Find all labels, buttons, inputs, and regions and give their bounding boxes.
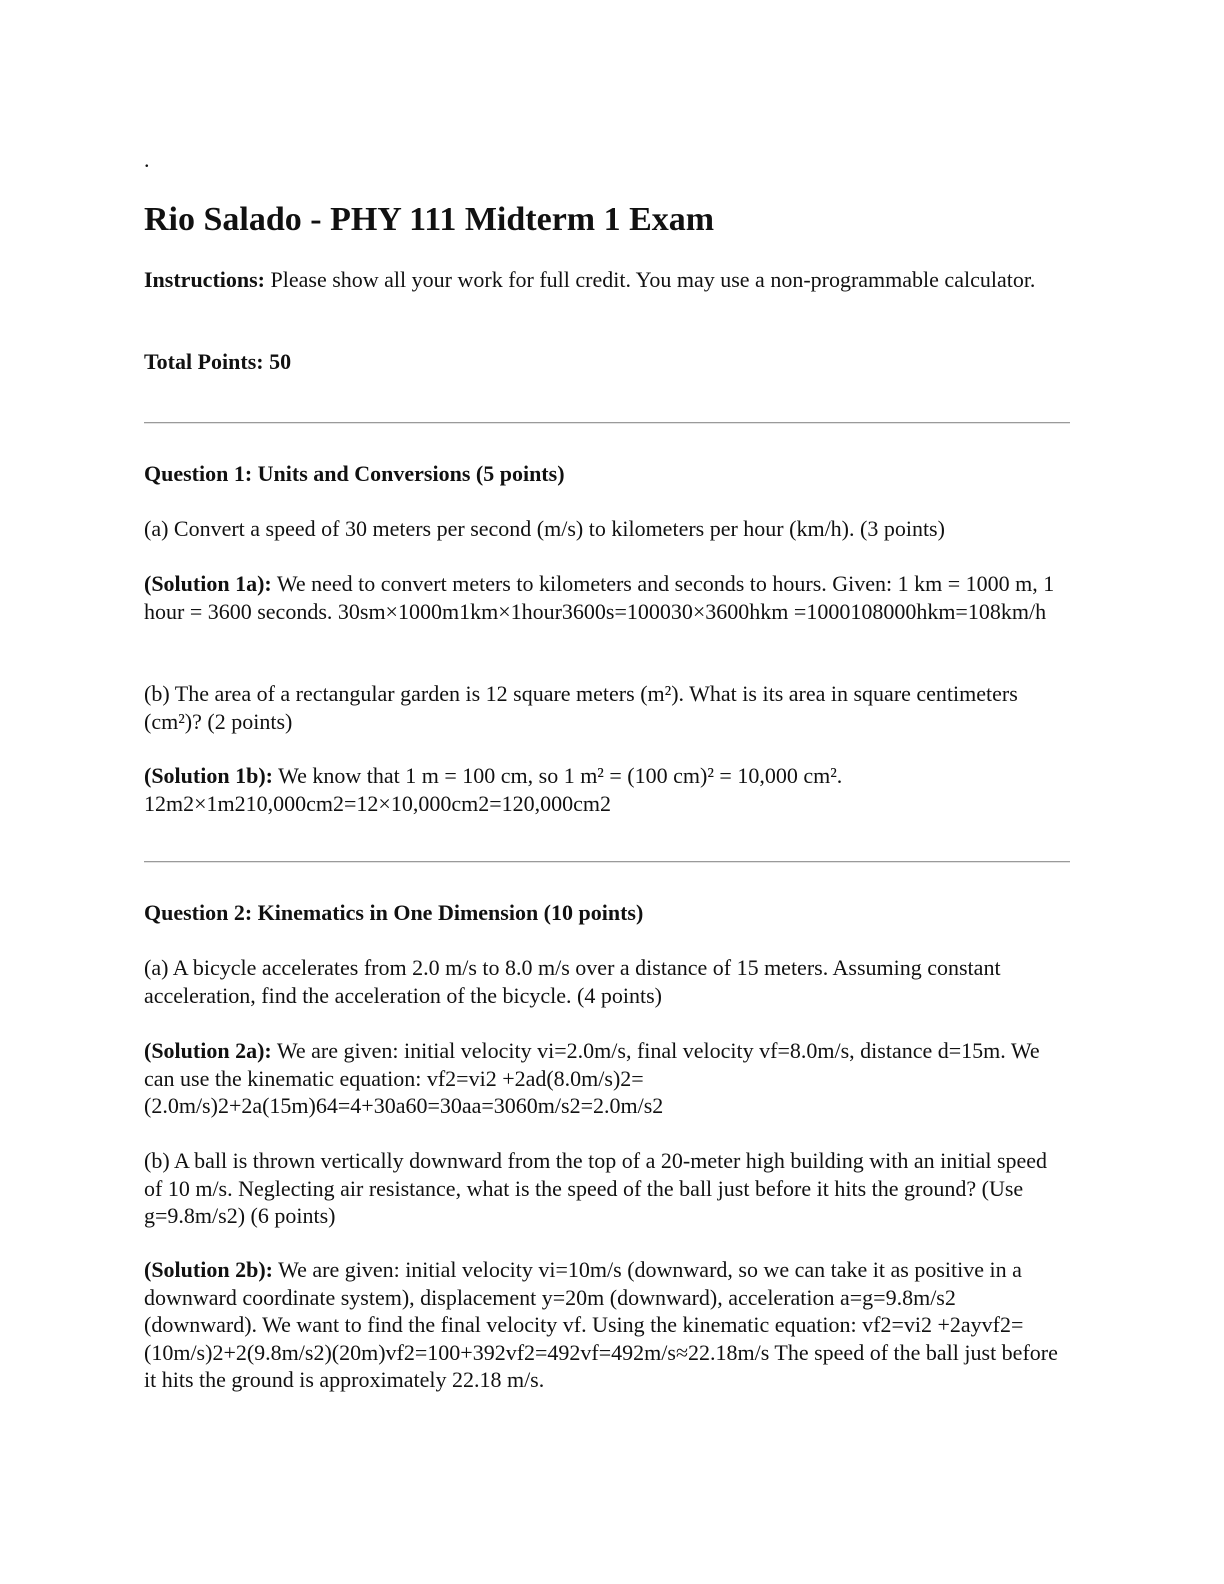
question-1b-prompt: (b) The area of a rectangular garden is 12 square meters (m²). What is its area in square centimeters (cm²)? (2 points) <box>144 681 1018 734</box>
question-2b-prompt: (b) A ball is thrown vertically downward from the top of a 20-meter high building with an initial speed of 10 m/s. Neglecting air resistance, what is the speed of the ball just before it hits the ground? (Use g=9.8m/s2) (6 points) <box>144 1148 1048 1228</box>
solution-2b-label: (Solution 2b): <box>144 1257 273 1282</box>
solution-1b-text: We know that 1 m = 100 cm, so 1 m² = (100 cm)² = 10,000 cm². 12m2×1m210,000cm2=12×10,000cm2=120,000cm2 <box>144 763 843 816</box>
question-2-heading-text: Question 2: Kinematics in One Dimension (10 points) <box>144 900 644 925</box>
solution-2a-text: We are given: initial velocity vi=2.0m/s, final velocity vf=8.0m/s, distance d=15m. We can use the kinematic equation: vf2=vi2 +2ad(8.0m/s)2=(2.0m/s)2+2a(15m)64=4+30a60=30aa=3060m/s2=2.0m/s2 <box>144 1038 1040 1118</box>
question-1-heading-text: Question 1: Units and Conversions (5 points) <box>144 461 565 486</box>
total-points-label: Total Points: 50 <box>144 349 292 374</box>
solution-1a-text: We need to convert meters to kilometers and seconds to hours. Given: 1 km = 1000 m, 1 hour = 3600 seconds. 30sm×1000m1km×1hour3600s=100030×3600hkm =1000108000hkm=108km/h <box>144 571 1055 624</box>
section-divider <box>144 422 1070 424</box>
solution-1b-label: (Solution 1b): <box>144 763 273 788</box>
instructions-label: Instructions: <box>144 267 266 292</box>
section-divider <box>144 861 1070 863</box>
solution-2a <box>144 1037 1070 1120</box>
page-title: Rio Salado - PHY 111 Midterm 1 Exam <box>144 201 715 238</box>
solution-2b <box>144 1256 1070 1394</box>
solution-2a-label: (Solution 2a): <box>144 1038 272 1063</box>
solution-1b <box>144 762 1070 817</box>
question-2a-prompt: (a) A bicycle accelerates from 2.0 m/s to 8.0 m/s over a distance of 15 meters. Assuming constant acceleration, find the acceleration of the bicycle. (4 points) <box>144 955 1001 1008</box>
instructions-paragraph <box>144 266 1070 294</box>
solution-1a-label: (Solution 1a): <box>144 571 272 596</box>
question-2-heading <box>144 899 1070 927</box>
header-mark: . <box>144 147 150 172</box>
instructions-text: Please show all your work for full credit. You may use a non-programmable calculator. <box>265 267 1036 292</box>
question-1a-prompt: (a) Convert a speed of 30 meters per second (m/s) to kilometers per hour (km/h). (3 points) <box>144 516 945 541</box>
question-1-heading <box>144 460 1070 488</box>
solution-1a <box>144 570 1070 625</box>
solution-2b-text: We are given: initial velocity vi=10m/s (downward, so we can take it as positive in a downward coordinate system), displacement y=20m (downward), acceleration a=g=9.8m/s2 (downward). We want to find the final velocity vf. Using the kinematic equation: vf2=vi2 +2ayvf2=(10m/s)2+2(9.8m/s2)(20m)vf2=100+392vf2=492vf=492m/s≈22.18m/s The speed of the ball just before it hits the ground is approximately 22.18 m/s. <box>144 1257 1058 1392</box>
total-points <box>144 348 1070 376</box>
